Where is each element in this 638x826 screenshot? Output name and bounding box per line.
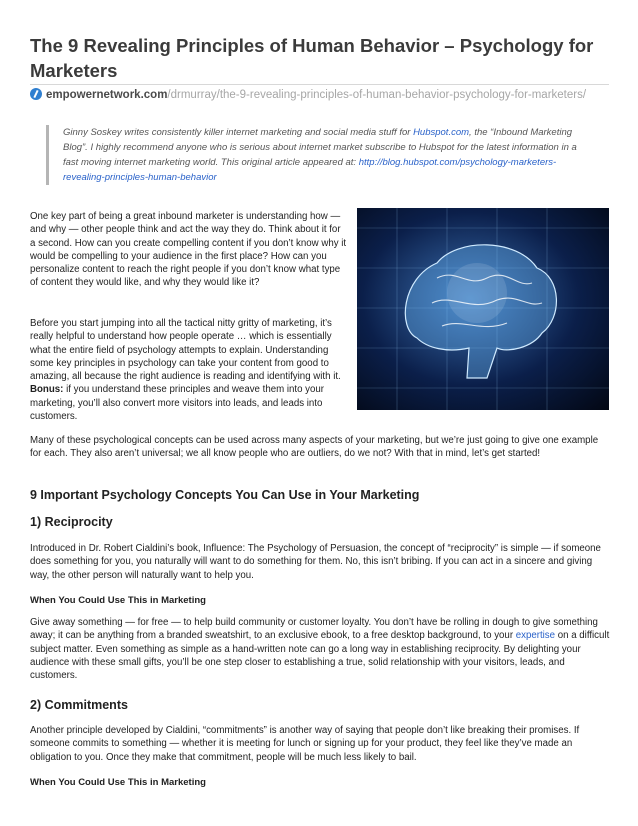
- quote-text-1: Ginny Soskey writes consistently killer internet marketing and social media stuff for: [63, 127, 414, 138]
- article-title: The 9 Revealing Principles of Human Behavior – Psychology for Marketers: [30, 35, 594, 81]
- p2-text-2: if you understand these principles and weave them into your marketing, you’ll also convert more visitors into leads, and leads into customers.: [30, 384, 325, 423]
- source-url[interactable]: [30, 88, 620, 101]
- body-paragraph-3: Many of these psychological concepts can be used across many aspects of your marketing, but we’re just going to give one example for each. They also aren’t universal; we all know people who are outliers, do we not? With that in mind, let’s get started!: [30, 435, 599, 460]
- reciprocity-text-2: on a difficult subject matter. Even something as simple as a hand-written note can go a long way in establishing reciprocity. By delighting your audience with these small gifts, you’ll be one step closer to establishing a true, solid relationship with your visitors, leads, and customers.: [30, 630, 610, 682]
- p2-text-1: Before you start jumping into all the tactical nitty gritty of marketing, it’s really helpful to understand how people operate … which is essentially what the entire field of psychology attempts to explain. Understanding some key principles in psychology can take your content from good to amazing, all because the right audience is reading and identifying with it.: [30, 318, 341, 383]
- brain-hologram-image: [357, 208, 609, 410]
- reciprocity-text-1: Give away something — for free — to help build community or customer loyalty. You don’t have be rolling in dough to give something away; it can be anything from a branded sweatshirt, to an exclusive ebook, to a free desktop background, to your: [30, 617, 598, 642]
- commitments-heading: 2) Commitments: [30, 698, 128, 712]
- reciprocity-subheading: When You Could Use This in Marketing: [30, 595, 206, 606]
- expertise-link[interactable]: expertise: [515, 630, 556, 642]
- source-domain[interactable]: empowernetwork.com: [46, 89, 168, 101]
- reciprocity-heading: 1) Reciprocity: [30, 515, 113, 529]
- original-article-link[interactable]: http://blog.hubspot.com/psychology-marketers-revealing-principles-human-behavior: [63, 157, 557, 183]
- intro-blockquote: [46, 125, 583, 185]
- section-heading: 9 Important Psychology Concepts You Can Use in Your Marketing: [30, 488, 420, 502]
- commitments-subheading: When You Could Use This in Marketing: [30, 777, 206, 788]
- hubspot-link[interactable]: Hubspot.com: [413, 127, 470, 138]
- body-paragraph-1: One key part of being a great inbound marketer is understanding how — and why — other people think and act the way they do. Think about it for a second. How can you create compelling content if you don’t know why it would be compelling to your audience in the first place? How can you personalize content to reach the right people if you don’t know what type of content they would like, and why they would like it?: [30, 211, 347, 289]
- source-path[interactable]: /drmurray/the-9-revealing-principles-of-human-behavior-psychology-for-marketers/: [167, 89, 587, 101]
- empowernetwork-logo-icon: [30, 88, 42, 100]
- reciprocity-paragraph-1: Introduced in Dr. Robert Cialdini’s book, Influence: The Psychology of Persuasion, the concept of “reciprocity” is simple — if someone does something for you, you naturally will want to do something for them. No, this isn’t bribing. If you can act in a sincere and giving way, the other person will naturally want to help you.: [30, 543, 601, 581]
- reciprocity-paragraph-2: [30, 616, 610, 682]
- quote-text-2: , the “Inbound Marketing Blog”. I highly recommend anyone who is serious about internet market subscribe to Hubspot for the latest information in a fast moving internet marketing world. This original article appeared at:: [63, 127, 577, 168]
- commitments-paragraph-1: Another principle developed by Cialdini, “commitments” is another way of saying that people don’t like breaking their promises. If someone commits to something — whether it is meeting for lunch or signing up for your product, they feel like they’ve made an obligation to you. Once they make that commitment, people will be much less likely to bail.: [30, 725, 580, 763]
- title-divider: [30, 84, 609, 85]
- brain-hologram-icon: [357, 208, 609, 410]
- body-paragraph-2: [30, 317, 348, 423]
- bonus-label: Bonus:: [30, 384, 64, 396]
